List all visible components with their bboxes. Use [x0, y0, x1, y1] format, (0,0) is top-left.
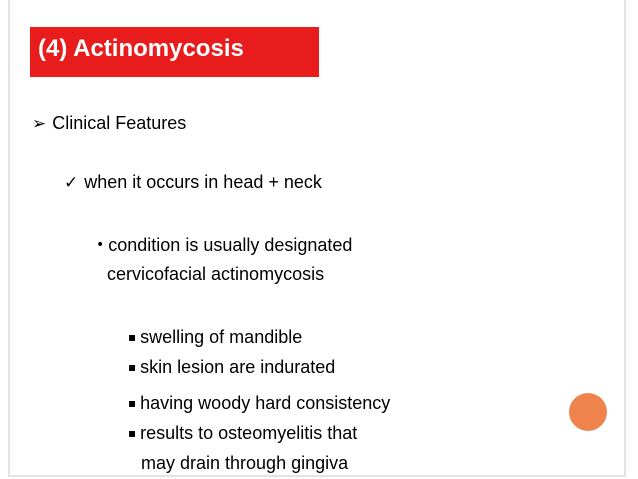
bullet-text: skin lesion are indurated: [140, 357, 336, 377]
bullet-text: when it occurs in head + neck: [84, 172, 322, 192]
bullet-text: results to osteomyelitis that: [140, 423, 358, 443]
bullet-text: having woody hard consistency: [140, 393, 391, 413]
bullet-skin-lesion: [128, 356, 335, 378]
square-bullet-icon: ▪: [128, 396, 137, 410]
bullet-clinical-features: [32, 112, 186, 135]
decorative-circle: [569, 393, 607, 431]
bullet-condition-line1: [96, 234, 352, 256]
bullet-swelling: [128, 326, 302, 348]
square-bullet-icon: ▪: [128, 330, 137, 344]
slide-title: (4) Actinomycosis: [38, 35, 244, 62]
bullet-text: swelling of mandible: [140, 327, 303, 347]
check-bullet-icon: ✓: [64, 173, 79, 193]
bullet-woody-hard: [128, 392, 390, 414]
bullet-head-neck: [64, 171, 322, 194]
square-bullet-icon: ▪: [128, 426, 137, 440]
bullet-condition-line2: [107, 263, 324, 285]
bullet-osteomyelitis: [128, 422, 357, 444]
bullet-text: may drain through gingiva: [141, 453, 349, 473]
square-bullet-icon: ▪: [128, 360, 137, 374]
bullet-text: condition is usually designated: [108, 235, 353, 255]
bullet-text: Clinical Features: [52, 113, 187, 133]
bullet-text: cervicofacial actinomycosis: [107, 264, 325, 284]
bullet-osteomyelitis-continuation: [141, 452, 348, 474]
arrow-bullet-icon: ➢: [32, 114, 47, 134]
dot-bullet-icon: •: [96, 237, 105, 253]
